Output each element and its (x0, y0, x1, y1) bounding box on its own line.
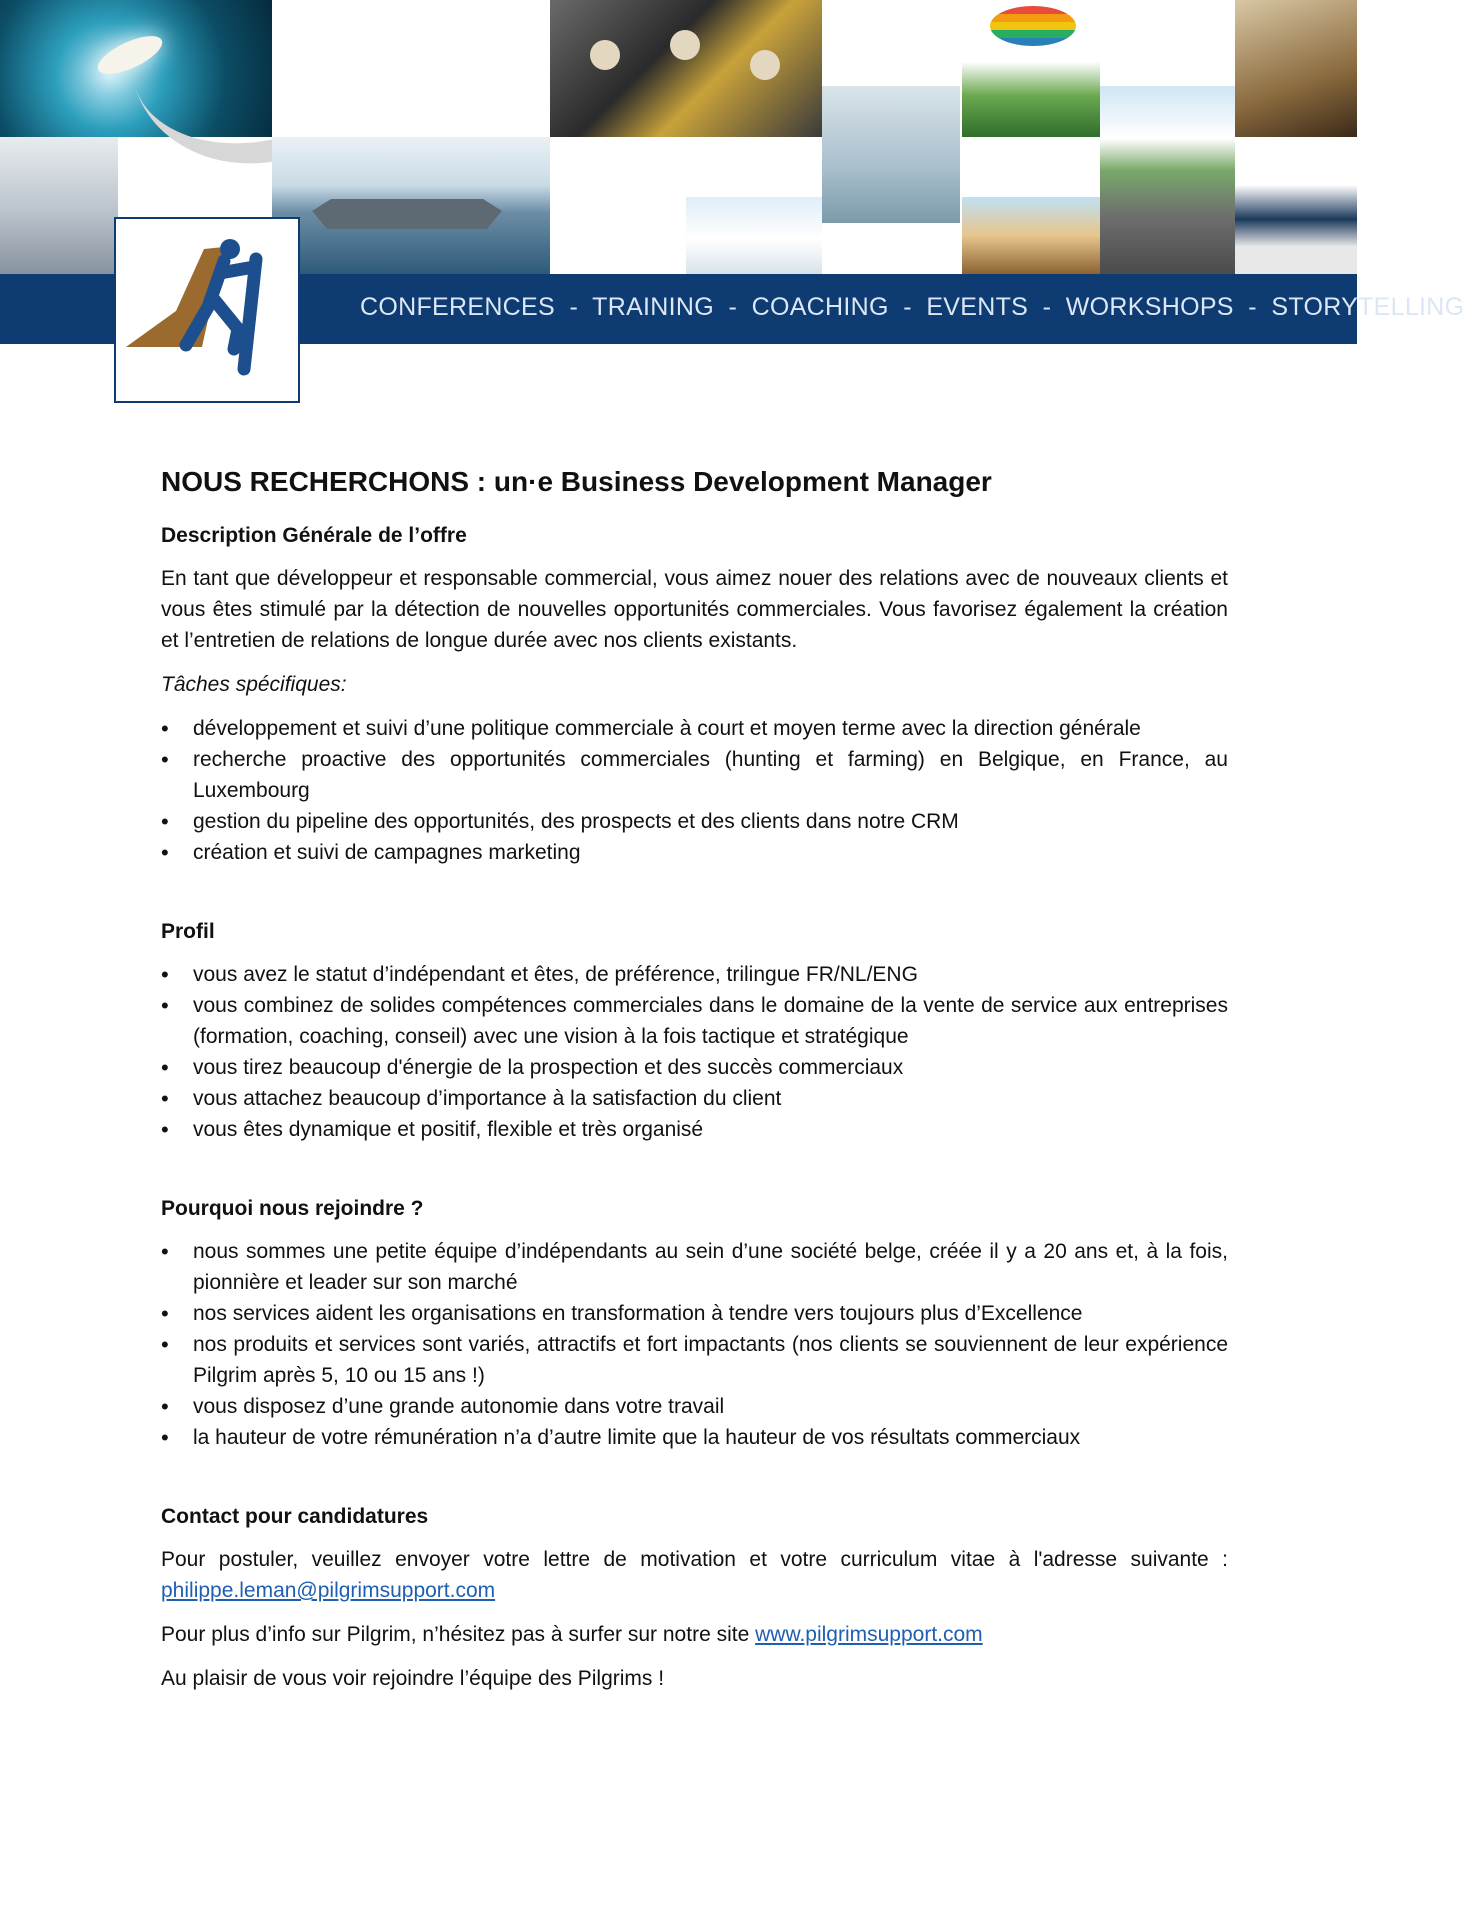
profile-list (161, 959, 1228, 1145)
illustration-airship-tile (962, 0, 1100, 137)
why-join-heading: Pourquoi nous rejoindre ? (161, 1197, 424, 1220)
illustration-skier-tile (686, 197, 822, 274)
info-text: Pour plus d’info sur Pilgrim, n’hésitez pas à surfer sur notre site (161, 1623, 750, 1646)
pilgrim-emblem-icon (116, 219, 298, 401)
job-posting (161, 462, 1228, 1707)
illustration-racing-boat-tile (1235, 137, 1357, 274)
list-item: • création et suivi de campagnes marketing (161, 837, 1228, 868)
list-item: • vous combinez de solides compétences commerciales dans le domaine de la vente de service aux entreprises (formation, coaching, conseil) avec une vision à la fois tactique et stratégique (161, 990, 1228, 1052)
list-item: • gestion du pipeline des opportunités, des prospects et des clients dans notre CRM (161, 806, 1228, 837)
list-item: • vous tirez beaucoup d'énergie de la prospection et des succès commerciaux (161, 1052, 1228, 1083)
list-item: • recherche proactive des opportunités commerciales (hunting et farming) en Belgique, en France, au Luxembourg (161, 744, 1228, 806)
services-band-text: CONFERENCES - TRAINING - COACHING - EVENTS - WORKSHOPS - STORYTELLING (360, 293, 1464, 321)
illustration-construction-tile (962, 197, 1100, 274)
illustration-scholars-tile (1235, 0, 1357, 137)
closing-text: Au plaisir de vous voir rejoindre l’équipe des Pilgrims ! (161, 1667, 665, 1690)
description-text: En tant que développeur et responsable commercial, vous aimez nouer des relations avec de nouveaux clients et vous êtes stimulé par la détection de nouvelles opportunités commerciales. Vous favorisez également la création et l’entretien de relations de longue durée avec nos clients existants. (161, 567, 1228, 652)
why-join-list (161, 1236, 1228, 1453)
page-title: NOUS RECHERCHONS : un·e Business Development Manager (161, 466, 992, 497)
pilgrim-emblem (114, 217, 300, 403)
list-item: • vous disposez d’une grande autonomie dans votre travail (161, 1391, 1228, 1422)
header-banner (0, 0, 1464, 345)
description-heading: Description Générale de l’offre (161, 524, 467, 547)
brand-logo-tile (272, 0, 550, 137)
illustration-lab-tile (0, 137, 118, 274)
list-item: • nos services aident les organisations en transformation à tendre vers toujours plus d’Excellence (161, 1298, 1228, 1329)
contact-heading: Contact pour candidatures (161, 1505, 429, 1528)
tasks-list (161, 713, 1228, 868)
apply-text: Pour postuler, veuillez envoyer votre lettre de motivation et votre curriculum vitae à l'adresse suivante : (161, 1548, 1228, 1571)
list-item: • nos produits et services sont variés, attractifs et fort impactants (nos clients se souviennent de leur expérience Pilgrim après 5, 10 ou 15 ans !) (161, 1329, 1228, 1391)
email-link[interactable]: philippe.leman@pilgrimsupport.com (161, 1579, 496, 1602)
illustration-navy-tile (272, 137, 550, 274)
tasks-label: Tâches spécifiques: (161, 673, 347, 696)
website-link[interactable]: www.pilgrimsupport.com (755, 1623, 983, 1646)
list-item: • développement et suivi d’une politique commerciale à court et moyen terme avec la direction générale (161, 713, 1228, 744)
illustration-hospital-tile (822, 86, 960, 223)
illustration-cycling-tile (1100, 86, 1235, 274)
illustration-firefighters-tile (550, 0, 822, 137)
list-item: • vous attachez beaucoup d’importance à la satisfaction du client (161, 1083, 1228, 1114)
list-item: • la hauteur de votre rémunération n’a d’autre limite que la hauteur de vos résultats commerciaux (161, 1422, 1228, 1453)
info-paragraph (161, 1619, 1228, 1650)
list-item: • vous êtes dynamique et positif, flexible et très organisé (161, 1114, 1228, 1145)
list-item: • vous avez le statut d’indépendant et êtes, de préférence, trilingue FR/NL/ENG (161, 959, 1228, 990)
list-item: • nous sommes une petite équipe d’indépendants au sein d’une société belge, créée il y a 20 ans et, à la fois, pionnière et leader sur son marché (161, 1236, 1228, 1298)
illustration-space-tile (0, 0, 272, 137)
apply-paragraph (161, 1544, 1228, 1606)
profile-heading: Profil (161, 920, 215, 943)
